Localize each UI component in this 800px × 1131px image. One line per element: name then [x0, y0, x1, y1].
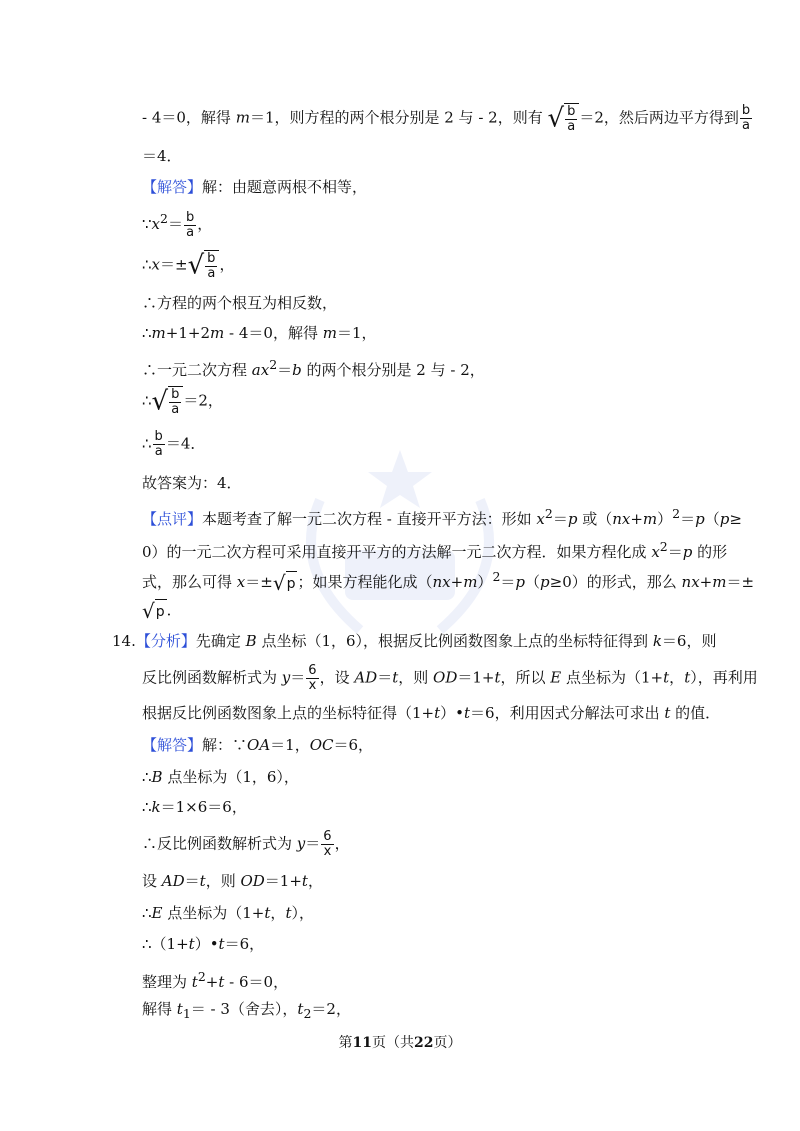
answer-tag: 【解答】 [142, 178, 203, 196]
footer-text: 第 [338, 1035, 353, 1051]
review-line-3: 式，那么可得 x＝±√p ；如果方程能化成$(nx+m)^2=p(p\ge 0)$的形式，那么 nx+m＝± [142, 569, 755, 595]
step-line: ∴E 点坐标为（1+t，t）， [142, 904, 314, 922]
step-line: ∴√ $\frac{b}{a}$ ＝2， [142, 386, 223, 417]
q14-analysis-line-2: 反比例函数解析式为 y＝ $\frac{6}{x}$ ，设 AD＝t，则 OD＝1+t，所以 E 点坐标为（1+t，t），再利用 [142, 663, 758, 693]
step-line: 整理为 $t^2+t - 6=0$， [142, 969, 289, 991]
question-number: 14. [112, 632, 136, 650]
analysis-tag: 【分析】 [135, 632, 196, 650]
analysis-continued-line-1: - 4＝0，解得 m＝1，则方程的两个根分别是 2 与 - 2，则有 √ $\frac{b}{a}$ ＝2，然后两边平方得到 $\frac{b}{a}$ [142, 103, 751, 134]
step-line: ∴x＝±√ $\frac{b}{a}$ ， [142, 250, 235, 281]
current-page-number: 11 [352, 1035, 372, 1051]
review-line-4: √p ． [142, 599, 182, 623]
footer-text: 页（共 [372, 1035, 414, 1051]
step-line: ∴ $\frac{b}{a}$ ＝4． [142, 429, 206, 459]
step-line: ∴（1+t）•t＝6， [142, 935, 265, 953]
step-line: ∴方程的两个根互为相反数， [142, 294, 338, 312]
review-line-2: 0）的一元二次方程可采用直接开平方的方法解一元二次方程．如果方程化成 $x^2=p$ 的形 [142, 539, 728, 561]
step-line: $\because x^2=$ $\frac{b}{a}$ ， [142, 209, 213, 240]
total-pages-number: 22 [414, 1035, 434, 1051]
q14-analysis-line-1: 14.【分析】先确定 B 点坐标（1，6），根据反比例函数图象上点的坐标特征得到 k＝6，则 [112, 632, 717, 650]
page-footer [0, 1032, 800, 1052]
step-line: ∴m+1+2m - 4＝0，解得 m＝1， [142, 324, 377, 342]
step-line: ∴B 点坐标为（1，6）， [142, 768, 299, 786]
final-answer-line: 故答案为：4． [142, 474, 242, 492]
step-line: ∴k＝1×6＝6， [142, 798, 247, 816]
answer-14-heading: 【解答】解：∵OA＝1，OC＝6， [142, 736, 374, 754]
analysis-continued-line-2: ＝4． [142, 147, 182, 165]
answer-tag: 【解答】 [142, 736, 203, 754]
q14-analysis-line-3: 根据反比例函数图象上点的坐标特征得（1+t）•t＝6，利用因式分解法可求出 t 的值． [142, 704, 721, 722]
sqrt-expression: √ $\frac{b}{a}$ [547, 103, 579, 134]
review-line-1: 【点评】本题考查了解一元二次方程 - 直接开平方法：形如 $x^2=p$ 或$(nx+m)^2=p(p\ge$ [142, 506, 742, 528]
step-line: ∴反比例函数解析式为 y＝ $\frac{6}{x}$ ， [142, 829, 350, 859]
step-line: 设 AD＝t，则 OD＝1+t， [142, 872, 323, 890]
footer-text: 页） [433, 1035, 462, 1051]
step-line: 解得 $t_1= - 3$（舍去），$t_2=2$， [142, 1000, 351, 1021]
answer-13-heading: 【解答】解：由题意两根不相等， [142, 178, 368, 196]
step-line: ∴一元二次方程 $ax^2=b$ 的两个根分别是 2 与 - 2， [142, 357, 485, 379]
review-tag: 【点评】 [142, 510, 203, 528]
